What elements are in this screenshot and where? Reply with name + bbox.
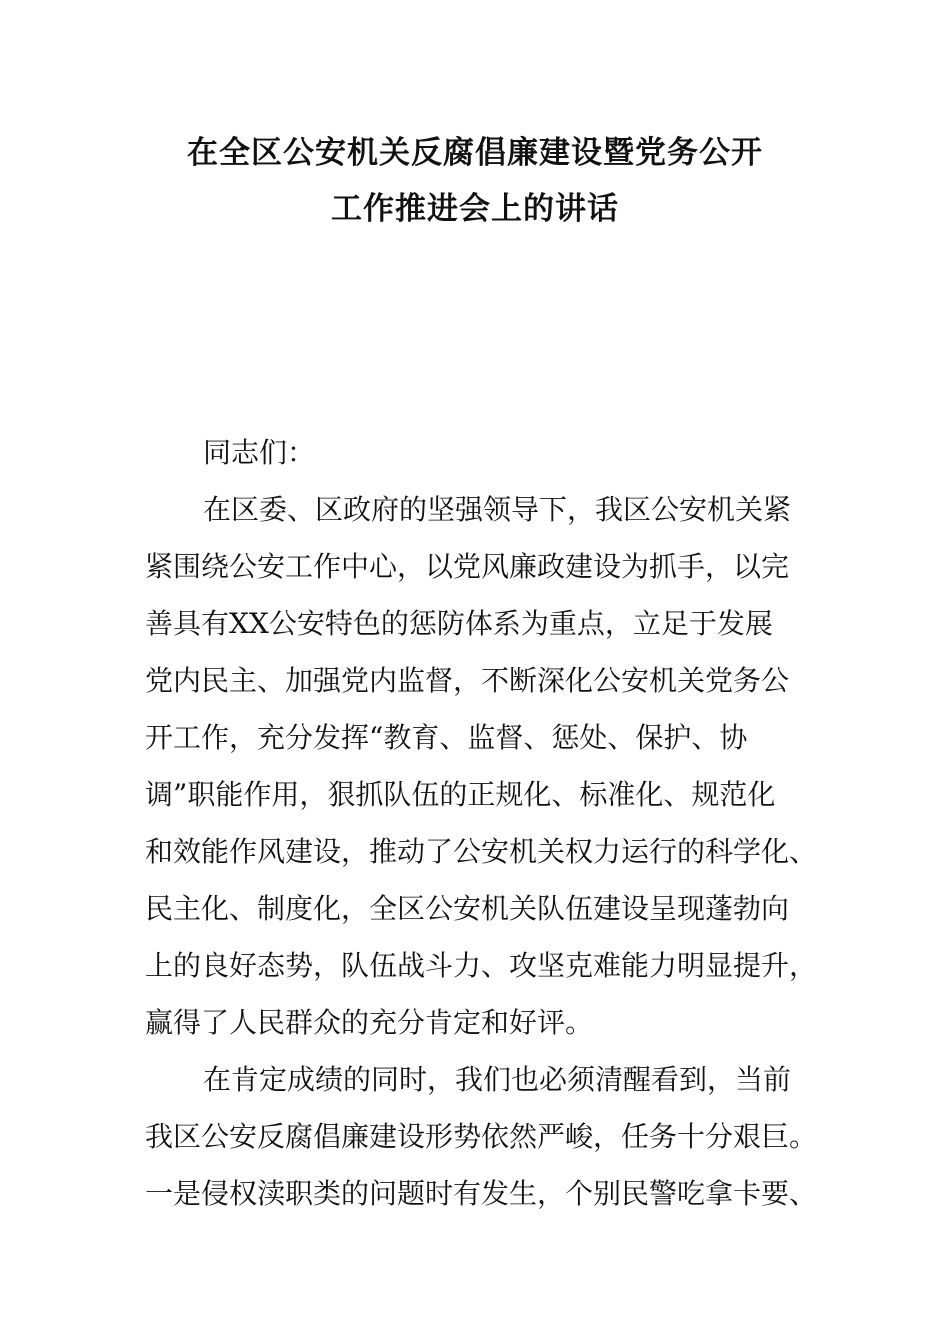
paragraph-1-line-9: 上的良好态势，队伍战斗力、攻坚克难能力明显提升， [145,949,818,982]
paragraph-1-line-5: 开工作，充分发挥“教育、监督、惩处、保护、协 [145,721,748,754]
paragraph-2-line-1: 在肯定成绩的同时，我们也必须清醒看到，当前 [203,1063,792,1096]
salutation: 同志们： [203,436,316,469]
paragraph-1-line-8: 民主化、制度化，全区公安机关队伍建设呈现蓬勃向 [145,892,790,925]
paragraph-1-line-6: 调”职能作用，狠抓队伍的正规化、标准化、规范化 [145,778,776,811]
paragraph-1-line-1: 在区委、区政府的坚强领导下，我区公安机关紧 [203,493,792,526]
document-title-line-1: 在全区公安机关反腐倡廉建设暨党务公开 [187,135,763,171]
paragraph-1-line-7: 和效能作风建设，推动了公安机关权力运行的科学化、 [145,835,818,868]
paragraph-1-line-10: 赢得了人民群众的充分肯定和好评。 [145,1006,594,1039]
document-title-line-2: 工作推进会上的讲话 [331,191,619,227]
paragraph-2-line-3: 一是侵权渎职类的问题时有发生，个别民警吃拿卡要、 [145,1177,818,1210]
paragraph-2-line-2: 我区公安反腐倡廉建设形势依然严峻，任务十分艰巨。 [145,1120,818,1153]
paragraph-1-line-2: 紧围绕公安工作中心，以党风廉政建设为抓手，以完 [145,550,790,583]
paragraph-1-line-3: 善具有XX公安特色的惩防体系为重点，立足于发展 [145,607,773,640]
paragraph-1-line-4: 党内民主、加强党内监督，不断深化公安机关党务公 [145,664,790,697]
